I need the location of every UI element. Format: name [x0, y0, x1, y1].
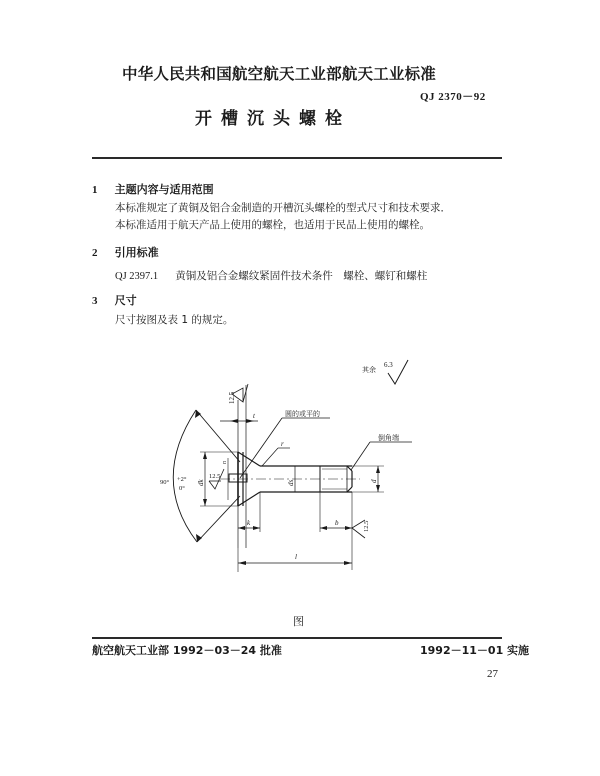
section-number: 3: [92, 295, 98, 307]
dim-t: t: [253, 412, 255, 420]
roughness-slot-value: 12.5: [209, 473, 221, 480]
dim-dk: dk: [197, 479, 205, 486]
section-number: 2: [92, 247, 98, 259]
angle-label: 90°: [160, 479, 170, 486]
angle-tolerance-upper: +2°: [177, 476, 187, 483]
dim-b: b: [335, 519, 339, 527]
standard-code: QJ 2370－92: [420, 91, 486, 103]
angle-tolerance-lower: 0°: [179, 485, 185, 492]
dim-ds: ds: [287, 479, 295, 486]
roughness-general-label: 其余: [362, 366, 376, 374]
paragraph: 尺寸按图及表 1 的规定。: [115, 314, 234, 326]
dim-d: d: [370, 479, 378, 483]
roughness-general-value: 6.3: [384, 361, 393, 369]
reference-text: 黄铜及铝合金螺纹紧固件技术条件 螺栓、螺钉和螺柱: [175, 270, 428, 282]
section-title: 尺寸: [114, 294, 137, 307]
annotation-round-or-flat: 圆的或平的: [285, 410, 320, 418]
dim-n: n: [222, 461, 228, 464]
section-number: 1: [92, 184, 98, 196]
roughness-head-value: 12.5: [228, 391, 236, 404]
page-number: 27: [487, 668, 498, 680]
paragraph: 本标准适用于航天产品上使用的螺栓，也适用于民品上使用的螺栓。: [115, 219, 430, 231]
section-title: 引用标准: [114, 246, 159, 259]
footer-divider: [92, 637, 502, 639]
paragraph: 本标准规定了黄铜及铝合金制造的开槽沉头螺栓的型式尺寸和技术要求．: [115, 202, 451, 214]
dim-k: k: [247, 519, 251, 527]
roughness-thread-value: 12.5: [363, 520, 370, 532]
reference-code: QJ 2397.1: [115, 271, 159, 282]
issuing-organization: 中华人民共和国航空航天工业部航天工业标准: [122, 65, 437, 83]
annotation-chamfer-end: 倒角端: [378, 434, 399, 442]
section-title: 主题内容与适用范围: [114, 183, 214, 196]
dim-l: l: [295, 553, 297, 561]
approval-date: 航空航天工业部 1992－03－24 批准: [92, 644, 282, 657]
document-title: 开槽沉头螺栓: [195, 109, 351, 129]
implementation-date: 1992－11－01 实施: [420, 644, 530, 657]
figure-caption: 图: [293, 615, 304, 628]
dim-r: r: [281, 440, 284, 448]
